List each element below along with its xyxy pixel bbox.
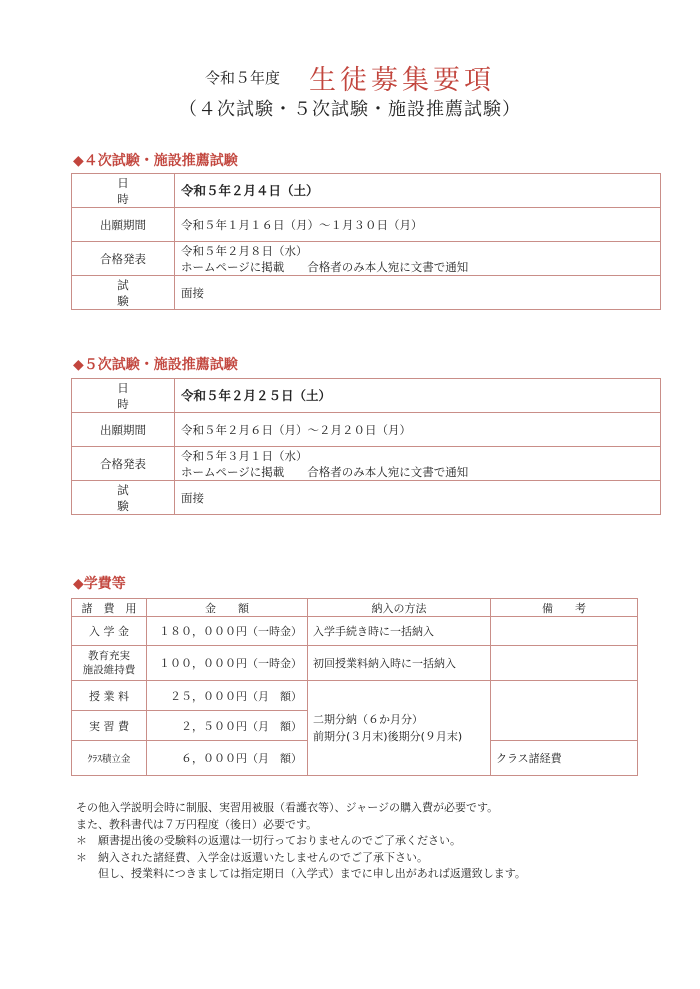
row-value: 面接 xyxy=(175,481,661,515)
table-row xyxy=(72,447,661,481)
row-label: 合格発表 xyxy=(72,447,175,481)
fee-amount: １００，０００円（一時金） xyxy=(147,646,308,681)
title-year: 令和５年度 xyxy=(204,69,280,87)
row-label: 出願期間 xyxy=(72,208,175,242)
col-header-item: 諸 費 用 xyxy=(72,599,147,617)
installment-line2: 前期分(３月末)後期分(９月末) xyxy=(313,730,463,743)
table-row xyxy=(72,242,661,276)
fee-method: 初回授業料納入時に一括納入 xyxy=(308,646,491,681)
page-subtitle: （４次試験・５次試験・施設推薦試験） xyxy=(179,99,521,120)
section4-heading: ◆４次試験・施設推薦試験 xyxy=(73,153,238,169)
row-value-line2: ホームページに掲載 合格者のみ本人宛に文書で通知 xyxy=(181,259,469,274)
row-value: 令和５年２月２５日（土） xyxy=(175,379,661,413)
row-value-line2: ホームページに掲載 合格者のみ本人宛に文書で通知 xyxy=(181,464,469,479)
row-label: 試 験 xyxy=(72,276,175,310)
table-row xyxy=(72,413,661,447)
row-label: 出願期間 xyxy=(72,413,175,447)
fee-method: 入学手続き時に一括納入 xyxy=(308,617,491,646)
table-row xyxy=(72,276,661,310)
note-line: 但し、授業料につきましては指定期日（入学式）までに申し出があれば返還致します。 xyxy=(76,867,526,880)
fees-heading: ◆学費等 xyxy=(73,576,126,592)
fee-note xyxy=(491,646,638,681)
row-value xyxy=(175,447,661,481)
col-header-method: 納入の方法 xyxy=(308,599,491,617)
col-header-amount: 金 額 xyxy=(147,599,308,617)
installment-line1: 二期分納（６か月分） xyxy=(313,713,423,726)
fee-note xyxy=(491,617,638,646)
fee-method-installment xyxy=(308,681,491,776)
note-line: その他入学説明会時に制服、実習用被服（看護衣等）、ジャージの購入費が必要です。 xyxy=(76,801,499,814)
table-row xyxy=(72,208,661,242)
row-value: 令和５年２月４日（土） xyxy=(175,174,661,208)
row-label: 日 時 xyxy=(72,174,175,208)
section5-table xyxy=(71,378,661,515)
table-row xyxy=(72,481,661,515)
note-line: ＊ 願書提出後の受験料の返還は一切行っておりませんのでご了承ください。 xyxy=(76,834,461,847)
fee-item: 授 業 料 xyxy=(72,681,147,711)
row-label: 日 時 xyxy=(72,379,175,413)
table-row xyxy=(72,379,661,413)
fee-amount: ６，０００円（月 額） xyxy=(147,741,308,776)
table-row xyxy=(72,174,661,208)
row-label: 合格発表 xyxy=(72,242,175,276)
col-header-note: 備 考 xyxy=(491,599,638,617)
notes xyxy=(76,800,526,883)
row-label: 試 験 xyxy=(72,481,175,515)
fee-amount: ２５，０００円（月 額） xyxy=(147,681,308,711)
fee-item-line1: 教育充実 xyxy=(88,650,130,662)
row-value xyxy=(175,242,661,276)
table-row xyxy=(72,681,638,711)
row-value: 令和５年２月６日（月）～２月２０日（月） xyxy=(175,413,661,447)
fee-amount: ２，５００円（月 額） xyxy=(147,711,308,741)
row-value: 面接 xyxy=(175,276,661,310)
row-value: 令和５年１月１６日（月）～１月３０日（月） xyxy=(175,208,661,242)
table-row xyxy=(72,646,638,681)
section4-table xyxy=(71,173,661,310)
fee-item-line2: 施設維持費 xyxy=(82,664,136,676)
fee-note: クラス諸経費 xyxy=(491,741,638,776)
fee-amount: １８０，０００円（一時金） xyxy=(147,617,308,646)
note-line: ＊ 納入された諸経費、入学金は返還いたしませんのでご了承下さい。 xyxy=(76,850,428,864)
fee-item: ｸﾗｽ積立金 xyxy=(72,741,147,776)
title-main: 生徒募集要項 xyxy=(309,65,496,96)
fees-table xyxy=(71,598,638,776)
fee-item: 入 学 金 xyxy=(72,617,147,646)
row-value-line1: 令和５年２月８日（水） xyxy=(181,243,308,258)
fee-note xyxy=(491,681,638,741)
page-title xyxy=(0,58,700,97)
note-line: また、教科書代は７万円程度（後日）必要です。 xyxy=(76,817,318,831)
section5-heading: ◆５次試験・施設推薦試験 xyxy=(73,357,238,373)
fee-item xyxy=(72,646,147,681)
row-value-line1: 令和５年３月１日（水） xyxy=(181,448,308,463)
table-row xyxy=(72,617,638,646)
fee-item: 実 習 費 xyxy=(72,711,147,741)
table-header-row xyxy=(72,599,638,617)
